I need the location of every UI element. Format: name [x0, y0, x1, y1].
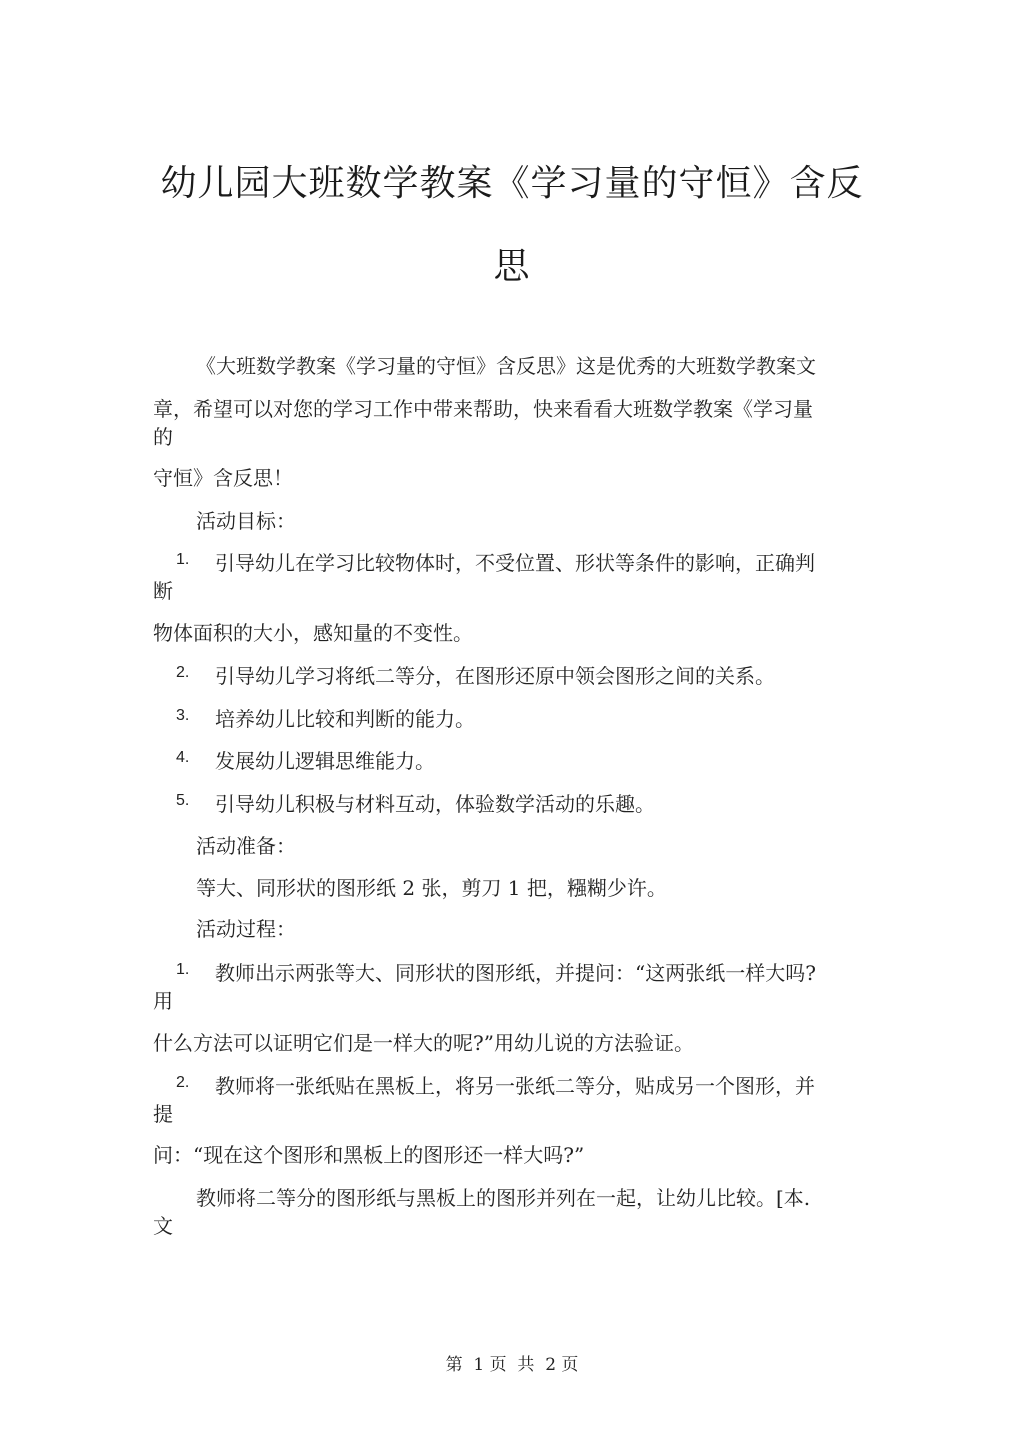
goal-5-line-1: 引导幼儿积极与材料互动，体验数学活动的乐趣。: [215, 792, 655, 816]
process-2-line-1: 教师将一张纸贴在黑板上，将另一张纸二等分，贴成另一个图形，并: [215, 1074, 815, 1098]
goal-3-number: 3.: [176, 707, 190, 724]
goal-1-line-1: 引导幼儿在学习比较物体时，不受位置、形状等条件的影响，正确判: [215, 551, 815, 575]
document-title-line2: 思: [493, 246, 531, 287]
process-2-line-2: 提: [153, 1102, 173, 1126]
goals-heading: 活动目标：: [196, 509, 296, 533]
process-paragraph-line-1: 教师将二等分的图形纸与黑板上的图形并列在一起，让幼儿比较。[本.: [196, 1186, 811, 1210]
process-1-number: 1.: [176, 961, 190, 978]
process-paragraph-line-2: 文: [153, 1214, 173, 1238]
process-2-number: 2.: [176, 1074, 190, 1091]
goal-1-line-2: 断: [153, 579, 173, 603]
process-1-line-1: 教师出示两张等大、同形状的图形纸，并提问：“这两张纸一样大吗?: [215, 961, 816, 985]
document-title-line1: 幼儿园大班数学教案《学习量的守恒》含反: [160, 163, 864, 204]
process-2-line-3: 问：“现在这个图形和黑板上的图形还一样大吗?”: [153, 1143, 585, 1167]
preparation-text: 等大、同形状的图形纸 2 张，剪刀 1 把，糨糊少许。: [196, 876, 667, 900]
goal-5-number: 5.: [176, 792, 190, 809]
goal-2-line-1: 引导幼儿学习将纸二等分，在图形还原中领会图形之间的关系。: [215, 664, 775, 688]
process-1-line-2: 用: [153, 989, 173, 1013]
process-heading: 活动过程：: [196, 917, 296, 941]
goal-3-line-1: 培养幼儿比较和判断的能力。: [215, 707, 475, 731]
goal-4-line-1: 发展幼儿逻辑思维能力。: [215, 749, 435, 773]
goal-1-line-3: 物体面积的大小，感知量的不变性。: [153, 621, 473, 645]
intro-line-3: 的: [153, 425, 173, 449]
intro-line-4: 守恒》含反思！: [153, 466, 293, 490]
intro-line-1: 《大班数学教案《学习量的守恒》含反思》这是优秀的大班数学教案文: [196, 354, 816, 378]
goal-2-number: 2.: [176, 664, 190, 681]
page-footer: 第 1 页 共 2 页: [445, 1355, 579, 1375]
intro-line-2: 章，希望可以对您的学习工作中带来帮助，快来看看大班数学教案《学习量: [153, 397, 813, 421]
goal-1-number: 1.: [176, 551, 190, 568]
preparation-heading: 活动准备：: [196, 834, 296, 858]
goal-4-number: 4.: [176, 749, 190, 766]
process-1-line-3: 什么方法可以证明它们是一样大的呢?”用幼儿说的方法验证。: [153, 1031, 694, 1055]
